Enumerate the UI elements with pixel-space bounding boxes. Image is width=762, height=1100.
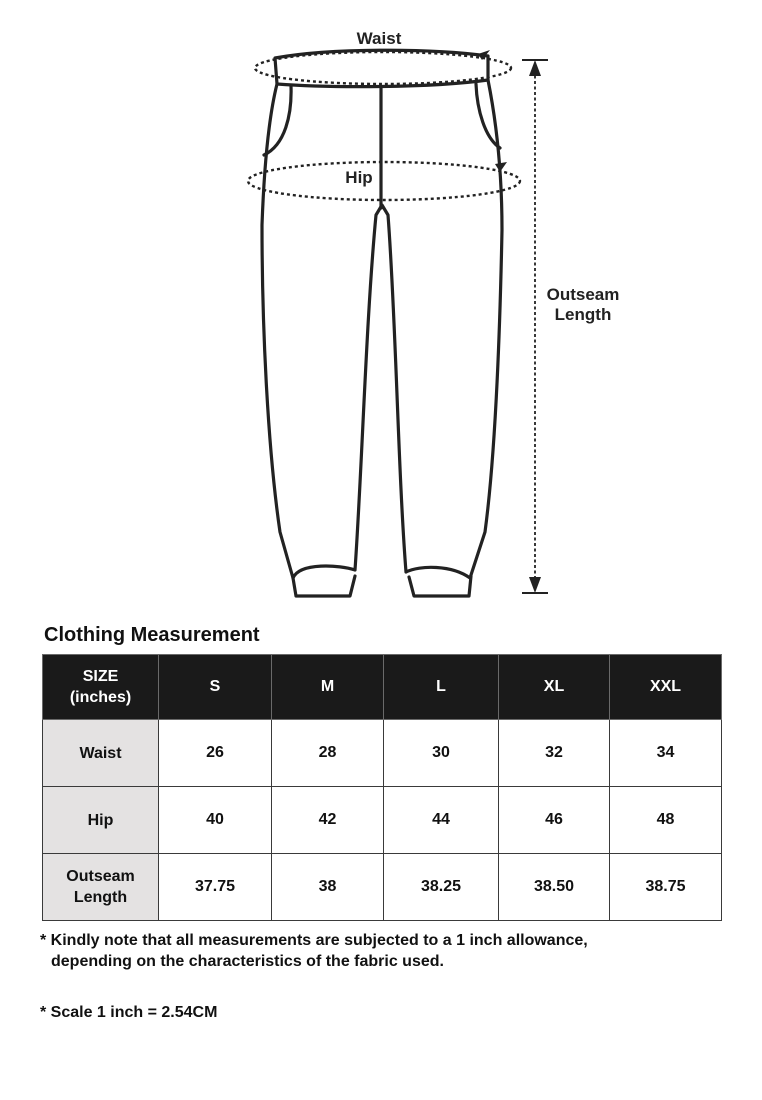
table-cell: 38.25 <box>384 854 499 921</box>
table-title: Clothing Measurement <box>44 624 260 646</box>
hip-arrowhead-icon <box>495 162 507 172</box>
waist-label: Waist <box>356 29 402 48</box>
table-cell: 38 <box>272 854 384 921</box>
table-cell: 26 <box>159 720 272 787</box>
size-header-line2: (inches) <box>69 689 132 706</box>
footnotes <box>40 930 740 1023</box>
table-cell: 30 <box>384 720 499 787</box>
table-cell: 44 <box>384 787 499 854</box>
left-cuff <box>293 576 355 596</box>
size-header-line1: SIZE <box>82 668 119 685</box>
table-cell: 38.75 <box>610 854 722 921</box>
row-label-line1: Waist <box>79 744 122 762</box>
size-header-cell <box>43 655 159 720</box>
table-cell: 28 <box>272 720 384 787</box>
table-cell: 48 <box>610 787 722 854</box>
size-column-header: S <box>159 655 272 720</box>
table-cell: 40 <box>159 787 272 854</box>
row-label-line2: Length <box>73 889 128 906</box>
waist-measure-ellipse <box>255 52 511 84</box>
pants-outline-icon <box>262 50 502 596</box>
size-column-header: XXL <box>610 655 722 720</box>
hip-label: Hip <box>345 168 373 187</box>
allowance-note-continued: depending on the characteristics of the fabric used. <box>51 953 444 970</box>
row-label <box>43 720 159 787</box>
table-cell: 38.50 <box>499 854 610 921</box>
table-cell: 37.75 <box>159 854 272 921</box>
row-label-line1: Outseam <box>66 868 135 885</box>
hip-measure-ellipse <box>248 162 520 200</box>
outseam-label-line1: Outseam <box>546 285 620 304</box>
size-column-header: L <box>384 655 499 720</box>
table-cell: 32 <box>499 720 610 787</box>
right-cuff <box>409 576 471 596</box>
table-row <box>43 854 722 921</box>
outseam-arrow-icon <box>522 60 548 593</box>
size-column-header: XL <box>499 655 610 720</box>
table-cell: 42 <box>272 787 384 854</box>
allowance-note: * Kindly note that all measurements are subjected to a 1 inch allowance, <box>40 932 588 949</box>
table-header-row <box>43 655 722 720</box>
outseam-label-line2: Length <box>554 305 612 324</box>
table-row <box>43 720 722 787</box>
size-chart-table <box>42 654 722 921</box>
row-label <box>43 854 159 921</box>
row-label-line1: Hip <box>87 811 114 829</box>
size-column-header: M <box>272 655 384 720</box>
scale-note: * Scale 1 inch = 2.54CM <box>40 1004 218 1021</box>
row-label <box>43 787 159 854</box>
table-cell: 46 <box>499 787 610 854</box>
table-row <box>43 787 722 854</box>
table-cell: 34 <box>610 720 722 787</box>
